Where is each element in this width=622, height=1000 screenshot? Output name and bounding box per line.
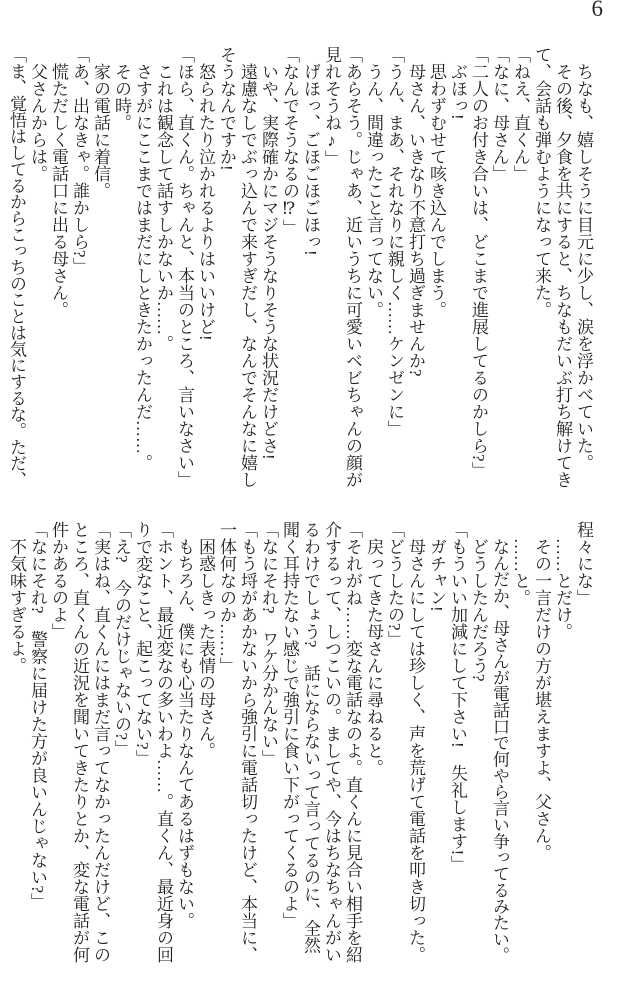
paragraph: 「なんでそうなるの⁉」: [280, 46, 299, 236]
paragraph: ぶほっ!: [448, 63, 467, 120]
paragraph: ……と。: [511, 538, 530, 606]
paragraph: 慌ただしく電話口に出る母さん。: [49, 63, 68, 318]
paragraph: さすがにここまではまだにしときたかったんだ……。: [133, 63, 152, 471]
paragraph: げほっ、ごほごほごほっ!: [301, 63, 320, 256]
paragraph: 「ほら、直くん。ちゃんと、本当のところ、言いなさい」: [175, 46, 194, 488]
paragraph: 困惑しきった表情の母さん。: [196, 538, 215, 759]
paragraph: 「二人のお付き合いは、どこまで進展してるのかしら?」: [469, 46, 488, 479]
paragraph: 「ま、覚悟はしてるからこっちのことは気にするな。ただ、: [7, 46, 26, 488]
paragraph: 「あらそう。じゃあ、近いうちに可愛いベビちゃんの顔が見れそうね♪」: [322, 46, 362, 488]
paragraph: その一言だけの方が堪えますよ、父さん。: [532, 538, 551, 861]
paragraph: 「え? 今のだけじゃないの?」: [112, 521, 131, 758]
paragraph: 「どうしたの?」: [385, 521, 404, 648]
paragraph: 「それがね……変な電話なのよ。直くんに見合い相手を紹介するって、しつこいの。ましてや、今はちなちゃんがいるわけでしょう? 話にならないって言ってるのに、全然聞く耳持たない感じで強引に食い下がってくるのよ」: [280, 521, 362, 963]
paragraph: なんだか、母さんが電話口で何やら言い争ってるみたい。: [490, 538, 509, 964]
text-block-top: [6, 46, 594, 490]
paragraph: 戻ってきた母さんに尋ねると。: [364, 538, 383, 776]
paragraph: 「ねえ、直くん」: [511, 46, 530, 182]
paragraph: 「あ、出なきゃ。誰かしら?」: [70, 46, 89, 275]
paragraph: ……とだけ。: [553, 538, 572, 640]
paragraph: 父さんからは。: [28, 63, 47, 182]
paragraph: 「ホント、最近変なの多いわよ……。直くん、最近身の回りで変なこと、起こってない?」: [133, 521, 173, 963]
paragraph: その後、夕食を共にすると、ちなもだいぶ打ち解けてきて、会話も弾むようになって来た。: [532, 46, 572, 488]
paragraph: いや、実際確かにマジそうなりそうな状況だけどさ!: [259, 63, 278, 460]
paragraph: 母さんにしては珍しく、声を荒げて電話を叩き切った。: [406, 538, 425, 963]
paragraph: 怒られたり泣かれるよりはいいけど!: [196, 63, 215, 341]
paragraph: 母さん、いきなり不意打ち過ぎませんか?: [406, 63, 425, 377]
paragraph: 「なにそれ? 警察に届けた方が良いんじゃない?」: [28, 521, 47, 911]
paragraph: 「もういい加減にして下さい! 失礼します!」: [448, 521, 467, 873]
paragraph: これは観念して話すしかないか……。: [154, 63, 173, 352]
paragraph: その時。: [112, 63, 131, 131]
paragraph: 不気味すぎるよ。: [7, 538, 26, 674]
paragraph: 「うん、まあ、それなりに親しく……ケンゼンに」: [385, 46, 404, 437]
paragraph: 「もう埒があかないから強引に電話切ったけど、本当に、一体何なのか……」: [217, 521, 257, 963]
paragraph: ガチャン!: [427, 538, 446, 612]
paragraph: 思わずむせて咳き込んでしまう。: [427, 63, 446, 318]
paragraph: どうしたんだろう?: [469, 538, 488, 682]
paragraph: 「なにそれ? ワケ分かんない」: [259, 521, 278, 767]
paragraph: うん、間違ったこと言ってない。: [364, 63, 383, 318]
text-block-bottom: [6, 521, 594, 965]
paragraph: 遠慮なしでぶっ込んで来すぎだし、なんでそんなに嬉しそうなんですか!: [217, 46, 257, 488]
paragraph: 「実はね、直くんにはまだ言ってなかったんだけど、このところ、直くんの近況を聞いてきたりとか、変な電話が何件かあるのよ」: [49, 521, 110, 963]
paragraph: 「なに、母さん」: [490, 46, 509, 182]
paragraph: ちなも、嬉しそうに目元に少し、涙を浮かべていた。: [574, 63, 593, 471]
page-number: 6: [591, 0, 603, 21]
paragraph: 程々にな」: [574, 521, 593, 606]
paragraph: 家の電話に着信。: [91, 63, 110, 199]
paragraph: もちろん、僕にも心当たりなんてあるはずもない。: [175, 538, 194, 929]
